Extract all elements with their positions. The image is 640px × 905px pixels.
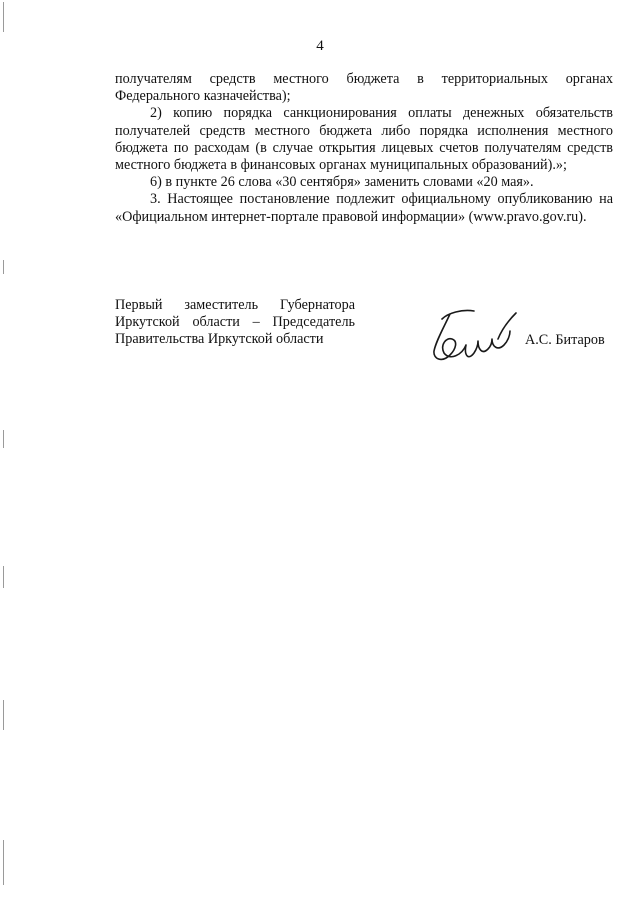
signatory-title-line: Первый заместитель Губернатора <box>115 297 355 313</box>
signatory-title <box>115 297 355 349</box>
signatory-title-line: Иркутской области – Председатель <box>115 314 355 331</box>
signatory-name: А.С. Битаров <box>525 332 605 348</box>
scan-edge-mark <box>3 430 4 448</box>
paragraph-item-2: 2) копию порядка санкционирования оплаты денежных обязательств получателей средств местного бюджета либо порядка исполнения местного бюджета по расходам (в случае открытия лицевых счетов получателям средств местного бюджета в финансовых органах муниципальных образований).»; <box>115 105 613 174</box>
scan-edge-mark <box>3 840 4 885</box>
scan-edge-mark <box>3 260 4 274</box>
signatory-title-line: Правительства Иркутской области <box>115 331 324 348</box>
scan-edge-mark <box>3 700 4 730</box>
handwritten-signature <box>428 305 520 367</box>
paragraph-item-6: 6) в пункте 26 слова «30 сентября» заменить словами «20 мая». <box>150 174 534 191</box>
scan-edge-mark <box>3 566 4 588</box>
paragraph-publication: 3. Настоящее постановление подлежит официальному опубликованию на «Официальном интернет-портале правовой информации» (www.pravo.gov.ru). <box>115 191 613 225</box>
paragraph-continuation: получателям средств местного бюджета в территориальных органах Федерального казначейства); <box>115 71 613 105</box>
document-body <box>115 71 613 226</box>
page-number: 4 <box>316 38 324 54</box>
scan-edge-mark <box>3 2 4 32</box>
